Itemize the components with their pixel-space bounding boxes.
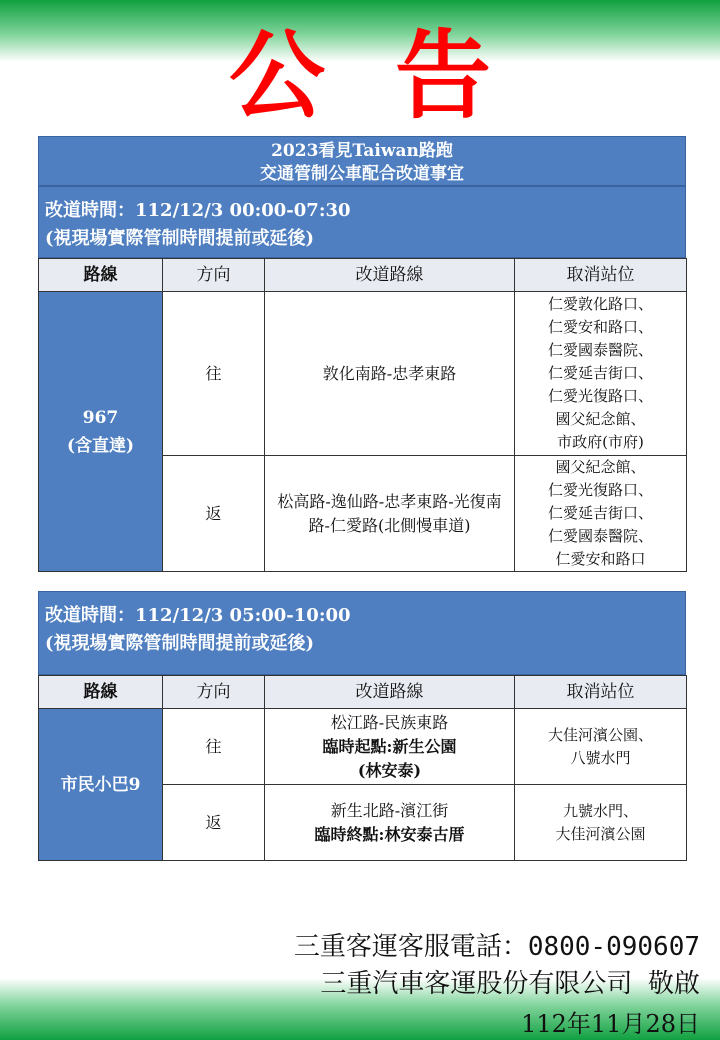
cancelled-stops-cell (515, 785, 687, 861)
table-row (39, 709, 687, 785)
detour-time-bar (38, 186, 686, 258)
detour-time: 改道時間：112/12/3 00:00-07:30 (45, 200, 351, 221)
detour-table-967 (38, 258, 687, 572)
cancelled-stops-cell (515, 292, 687, 456)
detour-section-minibus-9 (38, 591, 686, 861)
col-header-direction: 方向 (163, 676, 265, 709)
stop-item: 八號水門 (570, 748, 631, 767)
temporary-end-point: 臨時終點:林安泰古厝 (314, 824, 465, 844)
detour-cell: 敦化南路-忠孝東路 (265, 292, 515, 456)
stop-item: 仁愛安和路口 (555, 550, 646, 568)
announcement-date: 112年11月28日 (521, 1010, 700, 1038)
detour-time-bar (38, 591, 686, 675)
direction-cell: 往 (163, 292, 265, 456)
announcement-title: 公告 (229, 20, 561, 132)
stop-item: 仁愛國泰醫院、 (547, 341, 653, 359)
stop-item: 仁愛敦化路口、 (547, 295, 653, 313)
temporary-start-note: (林安泰) (357, 760, 422, 780)
table-header-row (39, 259, 687, 292)
cancelled-stops-cell (515, 709, 687, 785)
detour-text: 新生北路-濱江街 (330, 800, 449, 820)
stop-item: 國父紀念館、 (555, 458, 646, 476)
direction-cell: 返 (163, 456, 265, 572)
company-signature: 三重汽車客運股份有限公司 敬啟 (320, 969, 700, 999)
detour-time: 改道時間：112/12/3 05:00-10:00 (45, 605, 351, 626)
heading-line2: 交通管制公車配合改道事宜 (260, 164, 464, 184)
col-header-route: 路線 (39, 676, 163, 709)
col-header-route: 路線 (39, 259, 163, 292)
detour-table-minibus-9 (38, 675, 687, 861)
customer-service-hotline: 三重客運客服電話：0800-090607 (293, 932, 700, 962)
stop-item: 九號水門、 (562, 801, 638, 820)
detour-cell (265, 785, 515, 861)
table-header-row (39, 676, 687, 709)
detour-cell (265, 709, 515, 785)
table-row (39, 292, 687, 456)
heading-line1: 2023看見Taiwan路跑 (271, 141, 453, 161)
route-cell-minibus-9: 市民小巴9 (39, 709, 163, 861)
temporary-start-point: 臨時起點:新生公園 (322, 736, 457, 756)
detour-text: 松江路-民族東路 (330, 712, 449, 732)
route-cell-967 (39, 292, 163, 572)
col-header-detour: 改道路線 (265, 259, 515, 292)
detour-time-note: (視現場實際管制時間提前或延後) (45, 633, 315, 654)
route-note: (含直達) (66, 435, 135, 456)
notice-heading (38, 136, 686, 186)
route-number: 967 (82, 407, 119, 428)
col-header-direction: 方向 (163, 259, 265, 292)
detour-section-967 (38, 136, 686, 572)
stop-item: 仁愛延吉街口、 (547, 504, 653, 522)
stop-item: 仁愛國泰醫院、 (547, 527, 653, 545)
stop-item: 仁愛光復路口、 (547, 387, 653, 405)
detour-time-note: (視現場實際管制時間提前或延後) (45, 228, 315, 249)
stop-item: 仁愛延吉街口、 (547, 364, 653, 382)
col-header-detour: 改道路線 (265, 676, 515, 709)
stop-item: 大佳河濱公園、 (547, 725, 653, 744)
col-header-cancelled-stops: 取消站位 (515, 259, 687, 292)
detour-cell: 松高路-逸仙路-忠孝東路-光復南路-仁愛路(北側慢車道) (265, 456, 515, 572)
cancelled-stops-cell (515, 456, 687, 572)
direction-cell: 往 (163, 709, 265, 785)
stop-item: 大佳河濱公園 (555, 824, 646, 843)
stop-item: 市政府(市府) (557, 433, 644, 451)
col-header-cancelled-stops: 取消站位 (515, 676, 687, 709)
stop-item: 國父紀念館、 (555, 410, 646, 428)
stop-item: 仁愛光復路口、 (547, 481, 653, 499)
stop-item: 仁愛安和路口、 (547, 318, 653, 336)
direction-cell: 返 (163, 785, 265, 861)
